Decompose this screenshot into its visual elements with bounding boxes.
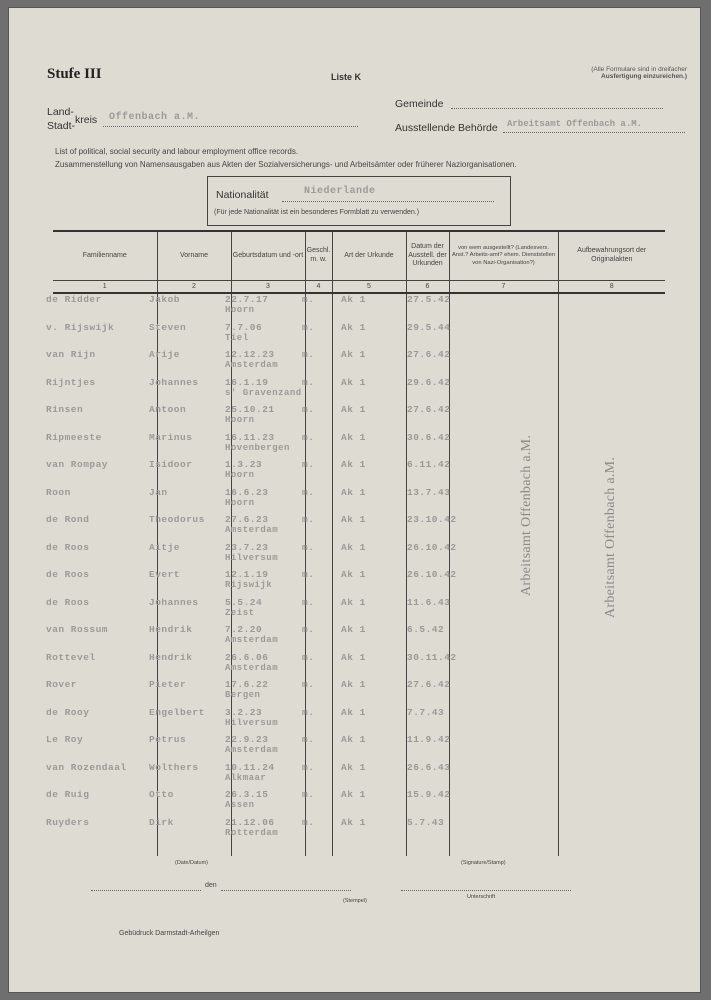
cell-sex: m. [302,349,315,360]
cell-name: van Rijn [46,349,96,360]
cell-sex: m. [302,569,315,580]
cell-birth: 7.2.20 [225,624,263,635]
cell-birth: 5.5.24 [225,596,263,608]
cell-type: Ak 1 [341,404,366,415]
stamp-col7: Arbeitsamt Offenbach a.M. [519,434,534,596]
cell-birthplace: Rijswijk [225,580,273,590]
cell-sex: m. [302,541,315,553]
cell-name: Rinsen [46,404,84,415]
cell-date: 29.5.44 [407,321,451,333]
cell-birth: 22.9.23 [225,734,269,745]
gemeinde-label: Gemeinde [395,98,444,110]
cell-type: Ak 1 [341,761,366,773]
cell-birth: 21.12.06 [225,816,275,828]
cell-date: 26.10.42 [407,569,457,580]
cell-date: 5.7.43 [407,816,445,828]
cell-type: Ak 1 [341,294,366,305]
cell-first: Aitje [149,541,181,553]
cell-first: Engelbert [149,706,205,718]
form-sheet [9,8,700,992]
cell-birthplace: Bergen [225,690,261,700]
cell-sex: m. [302,596,315,608]
nationality-value: Niederlande [304,186,376,197]
col-num: 1 [53,281,157,294]
cell-first: Hendrik [149,651,193,663]
cell-type: Ak 1 [341,651,366,663]
cell-name: Rijntjes [46,376,96,388]
cell-first: Johannes [149,376,199,388]
kreis-label: kreis [75,114,98,126]
printer-label: Gebüdruck Darmstadt-Arheilgen [119,930,220,937]
cell-first: Arije [149,349,181,360]
col-header-datum: Datum der Ausstell. der Urkunden [406,231,449,281]
cell-type: Ak 1 [341,514,366,525]
cell-first: Hendrik [149,624,193,635]
cell-date: 6.11.42 [407,459,451,470]
cell-birthplace: Hovenbergen [225,442,290,453]
col-num: 6 [406,281,449,294]
cell-date: 30.6.42 [407,431,451,443]
cell-date: 13.7.43 [407,486,451,498]
cell-name: de Ruig [46,789,90,800]
cell-name: Ripmeeste [46,431,102,443]
cell-date: 15.9.42 [407,789,451,800]
cell-name: de Roos [46,541,90,553]
cell-birthplace: Zeist [225,607,255,618]
cell-sex: m. [302,431,315,443]
behoerde-value: Arbeitsamt Offenbach a.M. [507,119,643,129]
unterschrift-label: Unterschrift [467,894,496,900]
cell-date: 27.6.42 [407,349,451,360]
cell-birthplace: Amsterdam [225,360,279,370]
cell-name: de Rooy [46,706,90,718]
cell-sex: m. [302,679,315,690]
cell-name: Rover [46,679,78,690]
cell-date: 29.6.42 [407,376,451,388]
cell-birth: 12.12.23 [225,349,275,360]
cell-first: Dirk [149,816,174,828]
col-header-aufbewahrungsort: Aufbewahrungsort der Originalakten [558,231,665,281]
cell-date: 26.10.42 [407,541,457,553]
cell-name: Le Roy [46,734,84,745]
cell-date: 6.5.42 [407,624,445,635]
cell-birth: 23.7.23 [225,541,269,553]
col-num: 8 [558,281,665,294]
cell-birth: 17.6.22 [225,679,269,690]
stufe-title: Stufe III [47,66,102,82]
place-line [91,890,201,891]
cell-sex: m. [302,651,315,663]
date-label: (Date/Datum) [175,860,209,866]
cell-sex: m. [302,514,315,525]
signature-line [401,890,571,891]
cell-birthplace: Alkmaar [225,772,267,783]
col-header-geburtsdatum: Geburtsdatum und -ort [231,231,305,281]
cell-sex: m. [302,486,315,498]
cell-first: Petrus [149,734,187,745]
cell-sex: m. [302,624,315,635]
col-header-familienname: Familienname [53,231,157,281]
col-header-geschlecht: Geschl. m. w. [305,231,332,281]
cell-birthplace: Amsterdam [225,635,279,645]
cell-type: Ak 1 [341,376,366,388]
cell-birthplace: Amsterdam [225,525,279,535]
date-line [221,890,351,891]
cell-first: Steven [149,321,187,333]
cell-first: Evert [149,569,181,580]
cell-birth: 27.6.23 [225,514,269,525]
cell-name: van Rompay [46,459,109,470]
cell-birthplace: Rotterdam [225,827,279,838]
cell-birthplace: Hoorn [225,497,255,508]
cell-birthplace: s' Gravenzand [225,387,302,398]
cell-date: 27.6.42 [407,404,451,415]
liste-label: Liste K [331,72,362,82]
stamp-col8: Arbeitsamt Offenbach a.M. [603,456,618,618]
cell-first: Isidoor [149,459,193,470]
cell-first: Marinus [149,431,193,443]
cell-name: Ruyders [46,816,90,828]
cell-name: de Roos [46,569,90,580]
cell-sex: m. [302,376,315,388]
cell-date: 7.7.43 [407,706,445,718]
cell-sex: m. [302,321,315,333]
cell-name: de Rond [46,514,90,525]
cell-date: 11.9.42 [407,734,451,745]
cell-type: Ak 1 [341,706,366,718]
cell-type: Ak 1 [341,596,366,608]
cell-first: Theodorus [149,514,205,525]
col-num: 4 [305,281,332,294]
cell-birthplace: Assen [225,800,255,810]
cell-date: 30.11.42 [407,651,457,663]
cell-birth: 12.1.19 [225,569,269,580]
cell-type: Ak 1 [341,486,366,498]
behoerde-label: Ausstellende Behörde [395,122,498,134]
col-num: 5 [332,281,406,294]
cell-birth: 16.11.23 [225,431,275,443]
cell-type: Ak 1 [341,734,366,745]
stempel-label: (Stempel) [343,898,367,904]
cell-date: 27.5.42 [407,294,451,305]
cell-sex: m. [302,761,315,773]
cell-name: van Rossum [46,624,109,635]
cell-first: Jan [149,486,168,498]
cell-first: Johannes [149,596,199,608]
cell-type: Ak 1 [341,321,366,333]
cell-sex: m. [302,706,315,718]
cell-name: de Roos [46,596,90,608]
cell-type: Ak 1 [341,789,366,800]
cell-name: van Rozendaal [46,761,127,773]
col-num: 7 [449,281,558,294]
cell-name: v. Rijswijk [46,321,115,333]
cell-sex: m. [302,816,315,828]
cell-name: Roon [46,486,71,498]
cell-birthplace: Hilversum [225,552,279,563]
cell-first: Wolthers [149,761,199,773]
cell-type: Ak 1 [341,816,366,828]
cell-birth: 7.7.06 [225,321,263,333]
cell-birth: 25.10.21 [225,404,275,415]
description-en: List of political, social security and labour employment office records. [55,147,299,156]
cell-birth: 1.3.23 [225,459,263,470]
cell-birth: 10.11.24 [225,761,275,773]
cell-birth: 22.7.17 [225,294,269,305]
nationality-label: Nationalität [216,189,269,201]
cell-birthplace: Hilversum [225,717,279,728]
kreis-value: Offenbach a.M. [109,112,201,123]
cell-birthplace: Hoorn [225,415,255,425]
cell-date: 23.10.42 [407,514,457,525]
cell-birthplace: Amsterdam [225,745,279,755]
col-header-aussteller: von wem ausgestellt? (Landesvers. Anst.? Arbeits-amt? ehem. Dienststellen von Nazi-Organisation?) [449,231,558,281]
cell-date: 11.6.43 [407,596,451,608]
col-num: 2 [157,281,231,294]
col-header-vorname: Vorname [157,231,231,281]
cell-sex: m. [302,459,315,470]
copies-note: (Alle Formulare sind in dreifacher Ausfertigung einzureichen.) [591,66,687,80]
stadt-label: Stadt- [47,120,76,132]
cell-type: Ak 1 [341,624,366,635]
cell-sex: m. [302,789,315,800]
cell-birthplace: Tiel [225,332,249,343]
cell-first: Antoon [149,404,187,415]
signature-label: (Signature/Stamp) [461,860,506,866]
cell-sex: m. [302,734,315,745]
cell-sex: m. [302,404,315,415]
col-num: 3 [231,281,305,294]
typed-entries [9,8,700,992]
cell-birthplace: Hoorn [225,470,255,480]
cell-type: Ak 1 [341,349,366,360]
cell-type: Ak 1 [341,569,366,580]
nationality-note: (Für jede Nationalität ist ein besonderes Formblatt zu verwenden.) [214,209,420,216]
cell-first: Jakob [149,294,181,305]
cell-sex: m. [302,294,315,305]
cell-date: 26.6.43 [407,761,451,773]
cell-birth: 26.3.15 [225,789,269,800]
cell-birthplace: Hoorn [225,305,255,315]
cell-name: de Ridder [46,294,102,305]
cell-birth: 16.6.23 [225,486,269,498]
cell-birth: 16.1.19 [225,376,269,388]
description-de: Zusammenstellung von Namensausgaben aus Akten der Sozialversicherungs- und Arbeitsämter oder früherer Naziorganisationen. [55,160,517,169]
cell-birth: 3.2.23 [225,706,263,718]
cell-first: Pieter [149,679,187,690]
cell-type: Ak 1 [341,459,366,470]
col-header-art: Art der Urkunde [332,231,406,281]
cell-first: Otto [149,789,174,800]
den-label: den [205,882,217,889]
cell-name: Rottevel [46,651,96,663]
cell-birthplace: Amsterdam [225,662,279,673]
cell-birth: 26.6.06 [225,651,269,663]
land-label: Land- [47,106,74,118]
cell-date: 27.6.42 [407,679,451,690]
cell-type: Ak 1 [341,679,366,690]
cell-type: Ak 1 [341,541,366,553]
cell-type: Ak 1 [341,431,366,443]
